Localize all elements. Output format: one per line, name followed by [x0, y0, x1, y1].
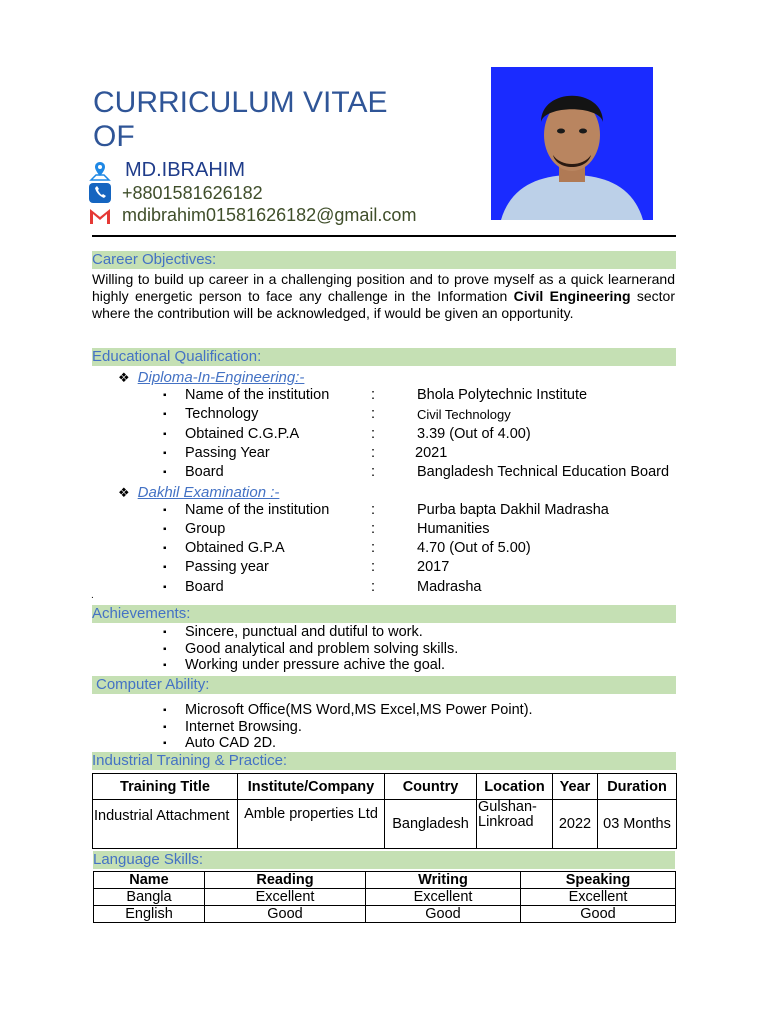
field-colon: : — [371, 406, 376, 422]
field-label: Name of the institution — [185, 387, 330, 403]
column-header: Speaking — [521, 872, 676, 889]
field-label: Obtained C.G.P.A — [185, 426, 300, 442]
career-objectives-heading: Career Objectives: — [92, 251, 676, 269]
field-value: Purba bapta Dakhil Madrasha — [417, 502, 609, 518]
field-colon: : — [371, 579, 376, 595]
diploma-heading — [118, 369, 304, 387]
computer-ability-heading: Computer Ability: — [92, 676, 676, 694]
computer-skill-text: Auto CAD 2D. — [185, 735, 277, 751]
table-cell: Bangla — [94, 889, 205, 906]
bullet-icon: ▪ — [163, 543, 167, 554]
computer-skill-text: Internet Browsing. — [185, 719, 302, 735]
column-header: Training Title — [93, 774, 238, 800]
field-colon: : — [371, 521, 376, 537]
bullet-icon: ▪ — [163, 627, 167, 638]
bullet-icon: ▪ — [163, 467, 167, 478]
column-header: Reading — [205, 872, 366, 889]
career-text-part1: Willing to build up career in a challenging position and to prove myself as a quick learnerand highly energetic person to face any challenge in the Information — [92, 271, 675, 304]
field-value: 4.70 (Out of 5.00) — [417, 540, 531, 556]
table-cell: Bangladesh — [385, 800, 477, 849]
dakhil-heading — [118, 484, 279, 502]
phone-icon — [88, 182, 112, 204]
table-cell: Excellent — [205, 889, 366, 906]
table-cell: Excellent — [521, 889, 676, 906]
achievement-text: Working under pressure achive the goal. — [185, 657, 446, 673]
computer-skill-text: Microsoft Office(MS Word,MS Excel,MS Power Point). — [185, 702, 533, 718]
table-cell: Amble properties Ltd — [238, 800, 385, 849]
bullet-icon: ▪ — [163, 524, 167, 535]
career-objectives-text — [92, 271, 675, 322]
name-row — [88, 159, 245, 182]
diamond-bullet-icon: ❖ — [118, 370, 130, 385]
table-row — [94, 889, 676, 906]
field-value: Bhola Polytechnic Institute — [417, 387, 588, 403]
title-line-1: CURRICULUM VITAE — [93, 86, 388, 119]
table-header-row — [93, 774, 677, 800]
field-label: Passing year — [185, 559, 269, 575]
table-cell: Industrial Attachment — [93, 800, 238, 849]
table-cell: Good — [366, 906, 521, 923]
table-header-row — [94, 872, 676, 889]
title-line-2: OF — [93, 120, 135, 153]
bullet-icon: ▪ — [163, 562, 167, 573]
bullet-icon: ▪ — [163, 582, 167, 593]
field-label: Passing Year — [185, 445, 270, 461]
table-cell: 2022 — [553, 800, 598, 849]
field-label: Board — [185, 579, 224, 595]
bullet-icon: ▪ — [163, 429, 167, 440]
table-row — [93, 800, 677, 849]
column-header: Institute/Company — [238, 774, 385, 800]
field-value: 3.39 (Out of 4.00) — [417, 426, 531, 442]
field-colon: : — [371, 445, 376, 461]
field-colon: : — [371, 559, 376, 575]
career-text-part2: sector where the contribution will be acknowledged, if would be given an opportunity. — [92, 288, 675, 321]
diploma-title: Diploma-In-Engineering:- — [137, 369, 305, 386]
column-header: Country — [385, 774, 477, 800]
bullet-icon: ▪ — [163, 390, 167, 401]
column-header: Year — [553, 774, 598, 800]
field-value: Humanities — [417, 521, 490, 537]
field-value: Civil Technology — [417, 407, 511, 422]
table-cell: Good — [521, 906, 676, 923]
field-colon: : — [371, 464, 376, 480]
location-pin-icon — [88, 160, 112, 182]
education-heading: Educational Qualification: — [92, 348, 676, 366]
column-header: Duration — [598, 774, 677, 800]
bullet-icon: ▪ — [163, 660, 167, 671]
column-header: Name — [94, 872, 205, 889]
achievement-text: Good analytical and problem solving skills. — [185, 641, 459, 657]
career-text-bold: Civil Engineering — [513, 288, 631, 304]
field-colon: : — [371, 502, 376, 518]
email-row — [88, 204, 416, 226]
language-table — [93, 871, 676, 923]
candidate-name: MD.IBRAHIM — [125, 159, 245, 181]
gmail-icon — [88, 204, 112, 226]
field-label: Technology — [185, 406, 259, 422]
field-value: 2021 — [415, 445, 448, 461]
table-cell: 03 Months — [598, 800, 677, 849]
achievements-heading: Achievements: — [92, 605, 676, 623]
training-heading: Industrial Training & Practice: — [92, 752, 676, 770]
bullet-icon: ▪ — [163, 644, 167, 655]
field-colon: : — [371, 540, 376, 556]
dakhil-title: Dakhil Examination :- — [137, 484, 280, 501]
table-cell: English — [94, 906, 205, 923]
language-heading: Language Skills: — [93, 851, 675, 869]
table-cell: Good — [205, 906, 366, 923]
stray-dot: . — [91, 590, 94, 601]
header-divider — [92, 235, 676, 237]
bullet-icon: ▪ — [163, 738, 167, 749]
table-cell: Gulshan-Linkroad — [477, 800, 553, 849]
achievement-text: Sincere, punctual and dutiful to work. — [185, 624, 423, 640]
field-colon: : — [371, 387, 376, 403]
field-value: Bangladesh Technical Education Board — [417, 464, 670, 480]
column-header: Writing — [366, 872, 521, 889]
field-label: Group — [185, 521, 226, 537]
field-label: Board — [185, 464, 224, 480]
field-label: Obtained G.P.A — [185, 540, 285, 556]
column-header: Location — [477, 774, 553, 800]
phone-row — [88, 182, 263, 204]
profile-photo — [491, 67, 653, 220]
email-address[interactable]: mdibrahim01581626182@gmail.com — [122, 204, 417, 225]
bullet-icon: ▪ — [163, 705, 167, 716]
cv-title — [93, 86, 387, 154]
bullet-icon: ▪ — [163, 409, 167, 420]
bullet-icon: ▪ — [163, 448, 167, 459]
diamond-bullet-icon: ❖ — [118, 485, 130, 500]
field-value: 2017 — [417, 559, 450, 575]
field-label: Name of the institution — [185, 502, 330, 518]
table-cell: Excellent — [366, 889, 521, 906]
bullet-icon: ▪ — [163, 722, 167, 733]
table-row — [94, 906, 676, 923]
bullet-icon: ▪ — [163, 505, 167, 516]
phone-number[interactable]: +8801581626182 — [122, 182, 263, 203]
field-value: Madrasha — [417, 579, 482, 595]
field-colon: : — [371, 426, 376, 442]
training-table — [92, 773, 677, 849]
